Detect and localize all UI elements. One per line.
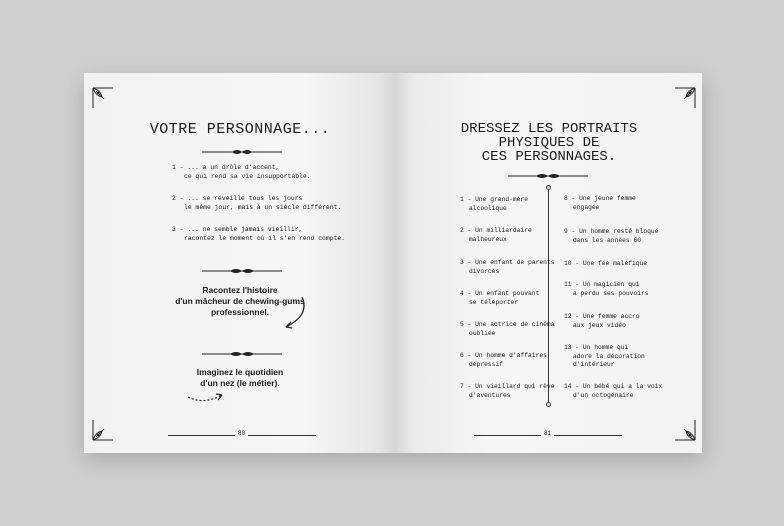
- writing-prompt: Racontez l'histoire d'un mâcheur de chewing-gums professionnel.: [175, 285, 305, 317]
- page-title: VOTRE PERSONNAGE...: [149, 121, 331, 138]
- corner-ornament-icon: [674, 87, 696, 109]
- divider-ornament-icon: [202, 350, 282, 358]
- page-number: 80: [235, 430, 248, 437]
- list-item: 3 - ... ne semble jamais vieillir, racontez le moment où il s'en rend compte.: [172, 226, 346, 242]
- list-item: 4 - Un enfant pouvant se téléporter: [460, 290, 540, 306]
- list-item: 14 - Un bébé qui a la voix d'un octogénaire: [564, 383, 663, 399]
- divider-ornament-icon: [202, 267, 282, 275]
- list-item: 8 - Une jeune femme engagée: [564, 195, 636, 211]
- list-item: 1 - ... a un drôle d'accent, ce qui rend sa vie insupportable.: [172, 164, 311, 180]
- column-divider: [548, 190, 549, 402]
- curved-arrow-icon: [280, 295, 310, 336]
- list-item: 13 - Un homme qui adore la décoration d'intérieur: [564, 344, 645, 368]
- list-item: 3 - Une enfant de parents divorcés: [460, 259, 555, 275]
- list-item: 9 - Un homme resté bloqué dans les années 60: [564, 228, 659, 244]
- page-title: DRESSEZ LES PORTRAITS PHYSIQUES DE CES PERSONNAGES.: [460, 121, 638, 165]
- page-number: 81: [541, 430, 554, 437]
- writing-prompt: Imaginez le quotidien d'un nez (le métier).: [196, 367, 284, 388]
- corner-ornament-icon: [92, 87, 114, 109]
- left-page: [84, 73, 396, 453]
- list-item: 6 - Un homme d'affaires dépressif: [460, 352, 547, 368]
- corner-ornament-icon: [92, 419, 114, 441]
- curved-arrow-icon: [186, 387, 226, 410]
- list-item: 12 - Une femme accro aux jeux vidéo: [564, 313, 640, 329]
- list-item: 2 - ... se réveille tous les jours le même jour, mais à un siècle différent.: [172, 195, 342, 211]
- list-item: 2 - Un milliardaire malheureux: [460, 227, 532, 243]
- list-item: 10 - Une fée maléfique: [564, 260, 648, 267]
- divider-ornament-icon: [508, 172, 588, 180]
- list-item: 7 - Un vieillard qui rêve d'aventures: [460, 383, 555, 399]
- list-item: 5 - Une actrice de cinéma oubliée: [460, 321, 555, 337]
- list-item: 11 - Un magicien qui a perdu ses pouvoirs: [564, 281, 649, 297]
- divider-ornament-icon: [202, 148, 282, 156]
- list-item: 1 - Une grand-mère alcoolique: [460, 196, 529, 212]
- corner-ornament-icon: [674, 419, 696, 441]
- line-cap-dot: [546, 402, 551, 407]
- right-page: [396, 73, 702, 453]
